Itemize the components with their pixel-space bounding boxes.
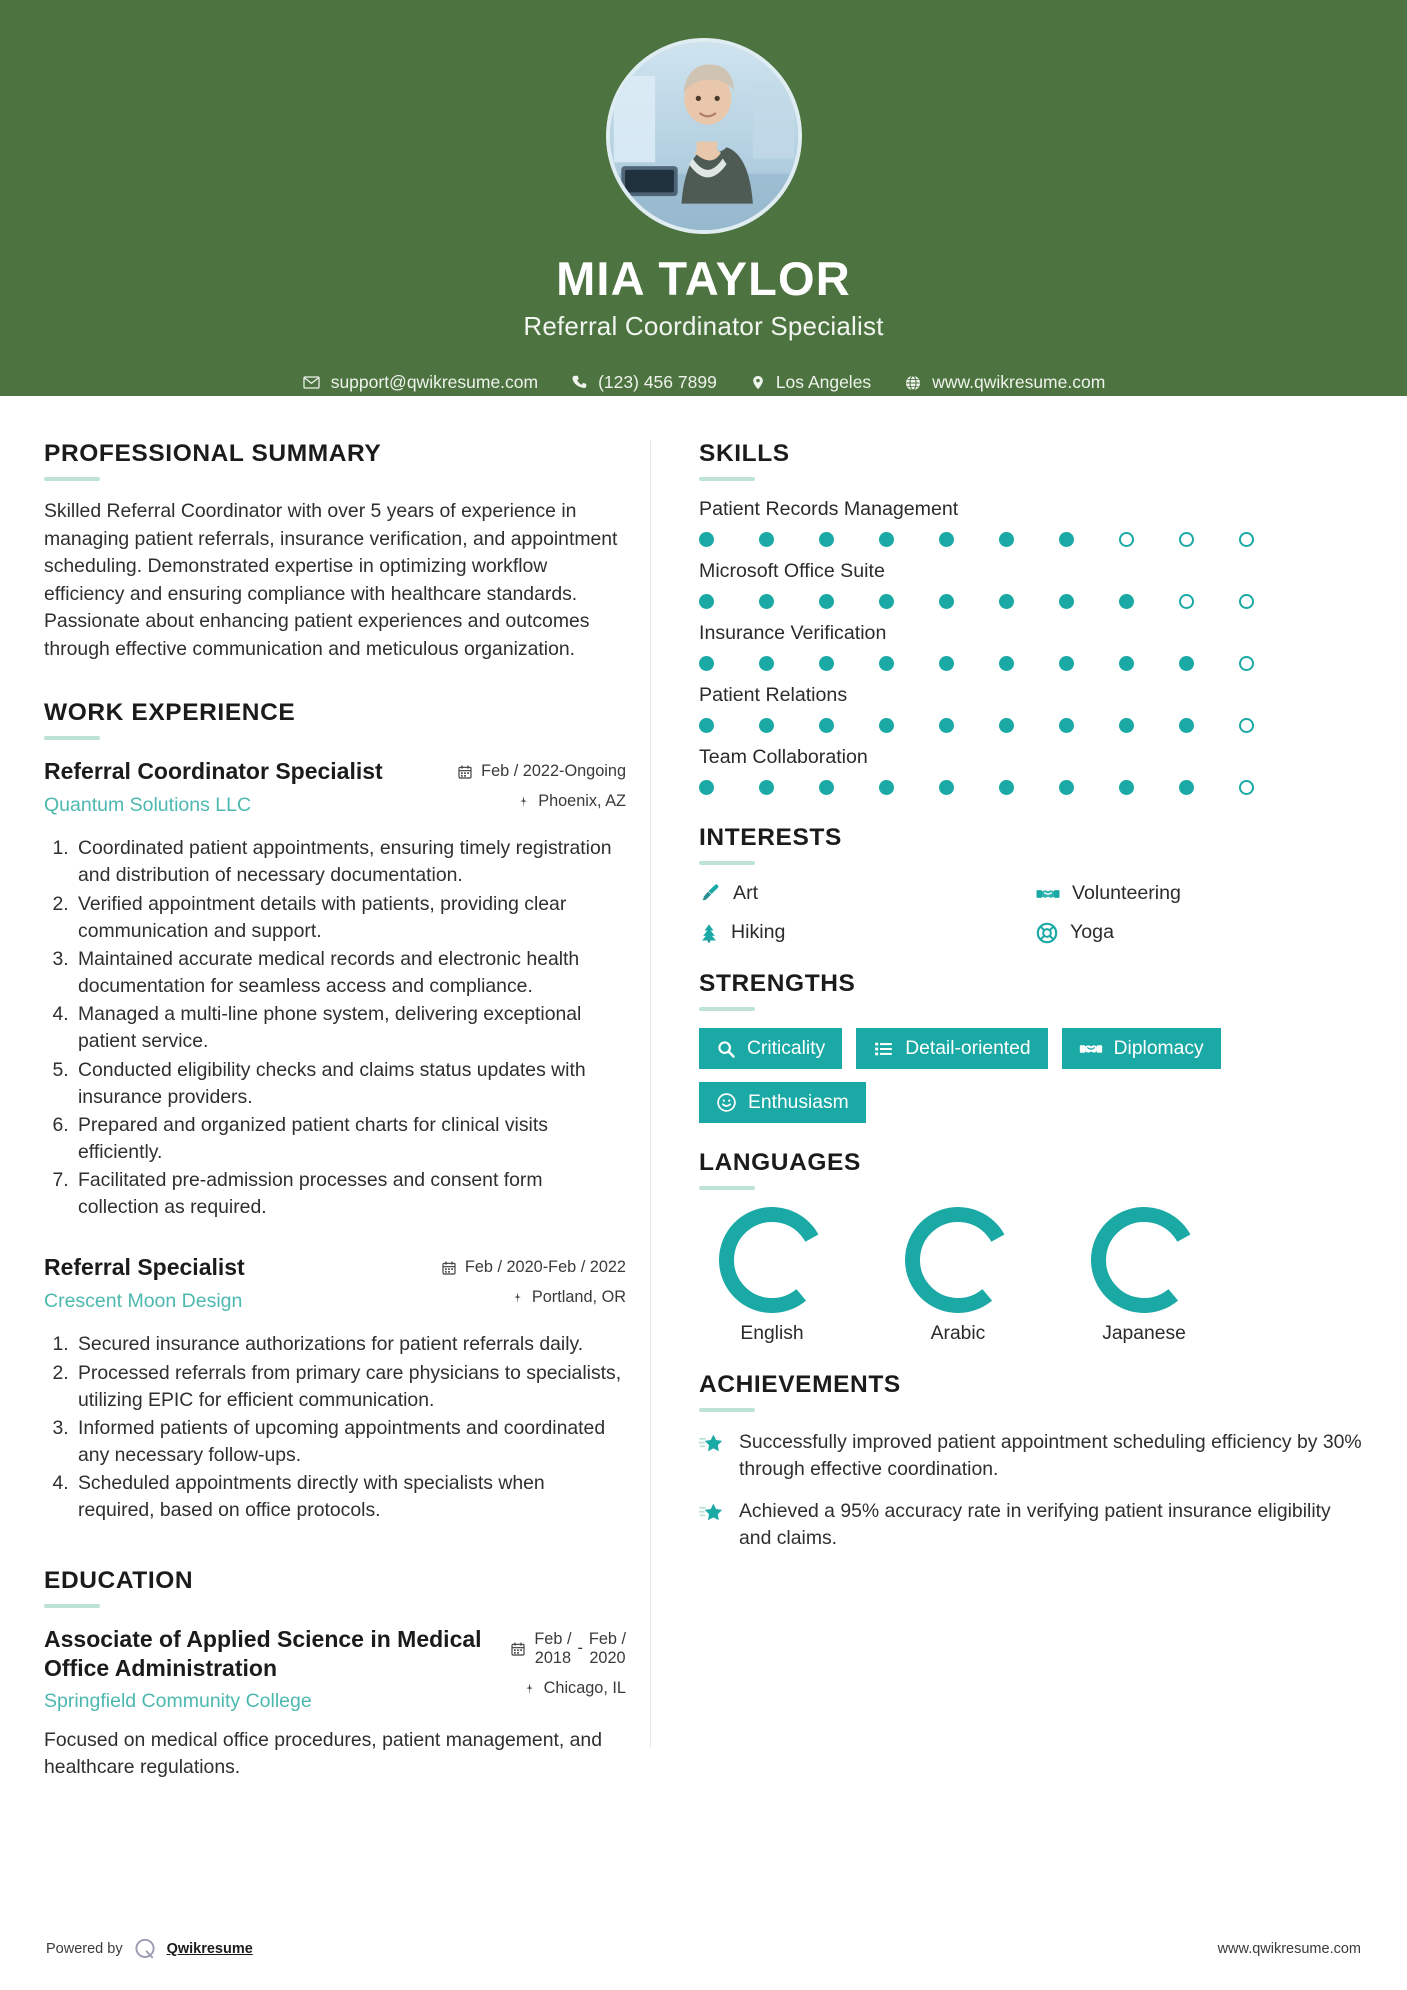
section-heading-interests: INTERESTS <box>699 824 842 851</box>
education-date-range <box>534 1630 626 1668</box>
language-progress-ring <box>719 1207 825 1313</box>
calendar-icon <box>510 1641 526 1657</box>
skill-dot-filled <box>939 594 954 609</box>
interest-hiking <box>699 921 1026 944</box>
work-location <box>457 792 626 811</box>
skill-dot-filled <box>1119 656 1134 671</box>
paintbrush-icon <box>699 883 721 905</box>
education-date-end-year: 2020 <box>589 1648 626 1667</box>
language-name: Japanese <box>1102 1323 1186 1345</box>
work-bullets <box>44 835 626 1221</box>
skill-dot-filled <box>699 780 714 795</box>
skill-dot-filled <box>1059 780 1074 795</box>
section-work-experience <box>44 699 626 1524</box>
spacer <box>699 944 1363 970</box>
strength-enthusiasm <box>699 1082 866 1123</box>
education-location-text: Chicago, IL <box>543 1679 626 1697</box>
section-interests <box>699 824 1363 944</box>
skill-dot-filled <box>1059 594 1074 609</box>
interest-label: Art <box>733 882 759 904</box>
work-location-text: Portland, OR <box>531 1288 626 1307</box>
envelope-icon <box>302 373 321 392</box>
education-entry-meta <box>510 1625 626 1709</box>
contact-phone-text: (123) 456 7899 <box>598 372 717 393</box>
skill-dot-filled <box>1179 656 1194 671</box>
skill-dot-filled <box>759 718 774 733</box>
interest-label: Hiking <box>731 921 786 943</box>
resume-header <box>0 0 1407 396</box>
skill-row <box>699 622 1363 671</box>
work-entry-head <box>44 757 626 822</box>
section-education <box>44 1567 626 1782</box>
left-column <box>0 396 650 1788</box>
strength-label: Enthusiasm <box>748 1092 849 1114</box>
magnifier-icon <box>716 1039 736 1059</box>
achievement-item <box>699 1429 1363 1483</box>
interest-yoga <box>1036 921 1363 944</box>
page-footer <box>0 1936 1407 1962</box>
skill-dot-filled <box>819 594 834 609</box>
skill-row <box>699 684 1363 733</box>
education-date-end <box>589 1630 626 1668</box>
spacer <box>699 808 1363 824</box>
work-date <box>457 762 626 781</box>
contact-phone[interactable] <box>571 372 717 393</box>
skill-level-meter <box>699 780 1363 795</box>
skill-name: Insurance Verification <box>699 622 887 644</box>
achievement-item <box>699 1498 1363 1552</box>
skill-name: Microsoft Office Suite <box>699 560 885 582</box>
list-item: 6. Prepared and organized patient charts for clinical visits efficiently. <box>74 1112 626 1166</box>
skill-dot-filled <box>1059 656 1074 671</box>
list-item: 1. Coordinated patient appointments, ensuring timely registration and distribution of necessary documentation. <box>74 835 626 889</box>
powered-by-label: Powered by <box>46 1941 123 1957</box>
contact-row <box>0 372 1407 393</box>
strength-detail-oriented <box>856 1028 1047 1069</box>
list-item: 2. Verified appointment details with patients, providing clear communication and support. <box>74 891 626 945</box>
skill-dot-filled <box>999 532 1014 547</box>
skill-dot-filled <box>699 532 714 547</box>
skill-dot-empty <box>1239 718 1254 733</box>
skill-dot-empty <box>1239 780 1254 795</box>
list-icon <box>873 1039 894 1059</box>
powered-by <box>46 1936 253 1962</box>
skill-level-meter <box>699 532 1363 547</box>
page-title: MIA TAYLOR <box>556 252 851 305</box>
education-school: Springfield Community College <box>44 1690 312 1713</box>
job-title: Referral Coordinator Specialist <box>523 311 884 342</box>
interest-label: Volunteering <box>1072 882 1181 904</box>
list-item: 3. Informed patients of upcoming appointments and coordinated any necessary follow-ups. <box>74 1415 626 1469</box>
calendar-icon <box>457 764 473 780</box>
smiley-icon <box>716 1092 737 1113</box>
star-badge-icon <box>699 1432 724 1456</box>
education-date-start-year: 2018 <box>534 1648 572 1667</box>
section-heading-summary: PROFESSIONAL SUMMARY <box>44 440 382 467</box>
education-date-start <box>534 1630 571 1668</box>
list-item: 3. Maintained accurate medical records and electronic health documentation for seamless access and compliance. <box>74 946 626 1000</box>
powered-by-brand[interactable]: Qwikresume <box>166 1941 253 1957</box>
education-degree: Associate of Applied Science in Medical Office Administration <box>44 1625 482 1681</box>
map-marker-icon <box>511 1290 524 1306</box>
list-item: 4. Managed a multi-line phone system, delivering exceptional patient service. <box>74 1001 626 1055</box>
skill-name: Team Collaboration <box>699 746 868 768</box>
strength-label: Diplomacy <box>1113 1038 1204 1059</box>
skill-dot-filled <box>1119 780 1134 795</box>
skill-name: Patient Records Management <box>699 498 959 520</box>
interest-art <box>699 882 1026 905</box>
skills-list <box>699 498 1363 795</box>
skill-dot-filled <box>759 780 774 795</box>
section-heading-work: WORK EXPERIENCE <box>44 699 296 727</box>
lifebuoy-icon <box>1036 922 1058 944</box>
work-date-text: Feb / 2020-Feb / 2022 <box>464 1258 626 1277</box>
list-item: 4. Scheduled appointments directly with specialists when required, based on office protocols. <box>74 1470 626 1524</box>
skill-dot-filled <box>1059 532 1074 547</box>
skill-row <box>699 560 1363 609</box>
star-badge-icon <box>699 1501 724 1525</box>
strength-criticality <box>699 1028 842 1069</box>
skill-dot-filled <box>819 532 834 547</box>
language-item <box>891 1207 1025 1345</box>
language-item <box>1077 1207 1211 1345</box>
education-date <box>510 1630 626 1668</box>
work-entry-meta <box>457 757 626 822</box>
work-date <box>441 1258 626 1277</box>
languages-list <box>699 1207 1363 1345</box>
strength-label: Detail-oriented <box>905 1038 1031 1059</box>
strengths-list <box>699 1028 1363 1123</box>
section-rule <box>44 1604 100 1608</box>
section-rule <box>699 861 755 865</box>
globe-icon <box>904 374 922 392</box>
handshake-icon <box>1079 1039 1103 1059</box>
skill-row <box>699 498 1363 547</box>
spacer <box>44 663 626 699</box>
skill-dot-filled <box>999 594 1014 609</box>
skill-dot-filled <box>699 656 714 671</box>
skill-level-meter <box>699 718 1363 733</box>
education-date-start-month: Feb / <box>534 1629 572 1648</box>
strength-label: Criticality <box>747 1038 826 1059</box>
spacer <box>44 1227 626 1253</box>
summary-text: Skilled Referral Coordinator with over 5 years of experience in managing patient referrals, insurance verification, and appointment scheduling. Demonstrated expertise in optimizing workflow efficiency and ensuring compliance with healthcare standards. Passionate about enhancing patient experiences and outcomes through effective communication and meticulous organization. <box>44 500 618 660</box>
interest-label: Yoga <box>1070 921 1114 943</box>
language-name: Arabic <box>930 1323 986 1345</box>
contact-location-text: Los Angeles <box>775 372 872 393</box>
contact-website-text: www.qwikresume.com <box>932 372 1106 393</box>
language-progress-ring <box>1091 1207 1197 1313</box>
skill-dot-filled <box>1179 718 1194 733</box>
location-pin-icon <box>750 373 766 392</box>
interests-grid <box>699 882 1363 944</box>
section-rule <box>699 1408 755 1412</box>
section-heading-education: EDUCATION <box>44 1566 194 1594</box>
handshake-icon <box>1036 883 1060 905</box>
skill-dot-filled <box>699 594 714 609</box>
section-languages <box>699 1149 1363 1345</box>
skill-dot-filled <box>939 532 954 547</box>
section-skills <box>699 440 1363 795</box>
skill-dot-filled <box>939 718 954 733</box>
skill-row <box>699 746 1363 795</box>
contact-email[interactable] <box>302 372 538 393</box>
work-company: Crescent Moon Design <box>44 1289 243 1312</box>
work-location <box>441 1288 626 1307</box>
work-company: Quantum Solutions LLC <box>44 793 252 816</box>
skill-level-meter <box>699 594 1363 609</box>
skill-dot-empty <box>1239 594 1254 609</box>
list-item: 7. Facilitated pre-admission processes and consent form collection as required. <box>74 1167 626 1221</box>
skill-dot-filled <box>999 780 1014 795</box>
skill-dot-empty <box>1119 532 1134 547</box>
skill-dot-empty <box>1239 656 1254 671</box>
skill-dot-filled <box>879 718 894 733</box>
list-item: 5. Conducted eligibility checks and claims status updates with insurance providers. <box>74 1057 626 1111</box>
contact-location <box>750 372 871 393</box>
section-rule <box>699 1186 755 1190</box>
section-professional-summary <box>44 440 626 663</box>
map-marker-icon <box>523 1681 536 1697</box>
skill-dot-filled <box>819 656 834 671</box>
skill-level-meter <box>699 656 1363 671</box>
section-heading-strengths: STRENGTHS <box>699 970 856 997</box>
work-location-text: Phoenix, AZ <box>538 792 626 811</box>
section-rule <box>699 477 755 481</box>
qwikresume-logo-icon <box>132 1936 158 1962</box>
skill-dot-empty <box>1239 532 1254 547</box>
skill-dot-filled <box>879 656 894 671</box>
skill-dot-empty <box>1179 594 1194 609</box>
language-item <box>705 1207 839 1345</box>
education-description: Focused on medical office procedures, patient management, and healthcare regulations. <box>44 1728 603 1779</box>
skill-dot-filled <box>1059 718 1074 733</box>
list-item: 1. Secured insurance authorizations for patient referrals daily. <box>74 1331 626 1358</box>
tree-icon <box>699 922 719 944</box>
education-entry <box>44 1625 626 1782</box>
avatar-photo-icon <box>610 42 798 230</box>
section-rule <box>44 477 100 481</box>
skill-dot-filled <box>879 594 894 609</box>
education-location <box>510 1679 626 1698</box>
interest-volunteering <box>1036 882 1363 905</box>
section-heading-languages: LANGUAGES <box>699 1149 861 1177</box>
work-date-text: Feb / 2022-Ongoing <box>481 762 626 781</box>
skill-dot-filled <box>879 780 894 795</box>
skill-dot-filled <box>759 594 774 609</box>
language-name: English <box>740 1323 804 1345</box>
skill-dot-filled <box>999 656 1014 671</box>
language-progress-ring <box>905 1207 1011 1313</box>
work-entry <box>44 757 626 1221</box>
section-strengths <box>699 970 1363 1123</box>
spacer <box>699 1345 1363 1371</box>
achievement-text: Achieved a 95% accuracy rate in verifying patient insurance eligibility and claims. <box>739 1499 1331 1549</box>
calendar-icon <box>441 1260 457 1276</box>
skill-dot-filled <box>819 718 834 733</box>
skill-dot-filled <box>999 718 1014 733</box>
right-column <box>651 396 1407 1567</box>
section-heading-skills: SKILLS <box>699 440 790 467</box>
contact-website[interactable] <box>904 372 1105 393</box>
section-rule <box>699 1007 755 1011</box>
spacer <box>44 1531 626 1567</box>
map-marker-icon <box>517 794 530 810</box>
skill-dot-filled <box>1119 718 1134 733</box>
education-entry-left <box>44 1625 496 1715</box>
education-date-separator: - <box>577 1639 583 1658</box>
resume-body <box>0 396 1407 1788</box>
skill-dot-filled <box>879 532 894 547</box>
skill-dot-filled <box>699 718 714 733</box>
list-item: 2. Processed referrals from primary care physicians to specialists, utilizing EPIC for efficient communication. <box>74 1360 626 1414</box>
work-entry-head <box>44 1253 626 1318</box>
skill-dot-filled <box>759 532 774 547</box>
skill-name: Patient Relations <box>699 684 848 706</box>
education-entry-head <box>44 1625 626 1715</box>
footer-url[interactable]: www.qwikresume.com <box>1217 1941 1361 1957</box>
work-role: Referral Specialist <box>44 1254 245 1281</box>
work-entry <box>44 1253 626 1524</box>
phone-icon <box>571 374 588 391</box>
skill-dot-filled <box>1179 780 1194 795</box>
skill-dot-filled <box>759 656 774 671</box>
skill-dot-filled <box>1119 594 1134 609</box>
skill-dot-filled <box>939 780 954 795</box>
work-entry-left <box>44 757 443 818</box>
achievement-text: Successfully improved patient appointment scheduling efficiency by 30% through effective coordination. <box>739 1431 1362 1481</box>
contact-email-text: support@qwikresume.com <box>330 372 539 393</box>
work-role: Referral Coordinator Specialist <box>44 758 383 785</box>
section-achievements <box>699 1371 1363 1551</box>
avatar <box>606 38 802 234</box>
education-date-end-month: Feb / <box>588 1629 626 1648</box>
skill-dot-filled <box>819 780 834 795</box>
section-heading-achievements: ACHIEVEMENTS <box>699 1371 901 1399</box>
skill-dot-empty <box>1179 532 1194 547</box>
spacer <box>699 1123 1363 1149</box>
work-entry-left <box>44 1253 427 1314</box>
work-entry-meta <box>441 1253 626 1318</box>
work-bullets <box>44 1331 626 1524</box>
skill-dot-filled <box>939 656 954 671</box>
section-rule <box>44 736 100 740</box>
strength-diplomacy <box>1062 1028 1221 1069</box>
